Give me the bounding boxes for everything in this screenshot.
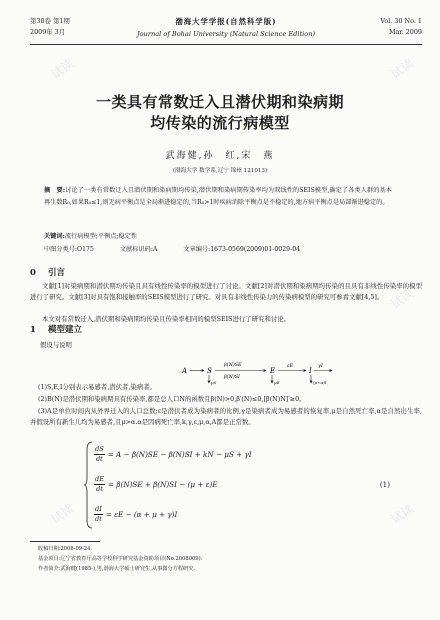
node-S: S <box>207 367 212 375</box>
watermark: 试读 <box>388 286 417 312</box>
keywords <box>44 231 392 240</box>
authors: 武海健,孙 红,宋 燕 <box>165 151 275 161</box>
subsection-heading: 假设与说明 <box>40 341 72 349</box>
document-code: 文献标识码:A <box>119 246 158 253</box>
watermark: 试读 <box>48 501 77 527</box>
compartment-flow-diagram <box>180 355 340 385</box>
watermark: 试读 <box>388 501 417 527</box>
volume-issue-en: Vol. 30 No. 1 <box>380 17 422 25</box>
header-rule <box>30 44 422 45</box>
section-0-heading <box>30 266 65 278</box>
issue-date-en: Mar. 2009 <box>388 27 422 36</box>
label-infection-I: β(N)SI <box>224 375 240 380</box>
equation-2-rhs: = β(N)SE + β(N)SI − (μ + ε)E <box>108 479 218 489</box>
header-center <box>30 16 422 40</box>
label-mu-i: (μ+α)I <box>313 380 327 385</box>
watermark: 试读 <box>48 56 77 82</box>
equation-system <box>84 440 404 532</box>
abstract-label: 摘 要: <box>44 187 66 194</box>
assumption-1: (1)S,E,I分别表示易感者,潜伏者,染病者。 <box>38 383 156 391</box>
title-line-1: 一类具有常数迁入且潜伏期和染病期 <box>95 93 344 111</box>
node-E: E <box>270 367 276 375</box>
journal-name-en: Journal of Bohai University (Natural Science Edition) <box>136 29 316 38</box>
abstract <box>44 185 392 208</box>
title-line-2: 均传染的流行病模型 <box>150 114 290 132</box>
equation-3-rhs: = εE − (α + μ + γ)I <box>105 509 178 519</box>
watermark: 试读 <box>388 56 417 82</box>
article-id: 文章编号:1673-0569(2009)01-0029-04 <box>183 246 301 253</box>
volume-issue: 第30卷 第1期 <box>30 17 70 25</box>
footnote-author: 作者简介:武海健(1985-),男,渤海大学硕士研究生,从事微分方程研究. <box>38 566 196 572</box>
equation-2 <box>94 472 218 496</box>
classification <box>44 244 392 253</box>
footnote-rule <box>30 541 100 542</box>
derivative-dS: $\frac{dS}{dt}$ <box>95 444 104 463</box>
label-infection-E: β(N)SE <box>224 363 242 368</box>
assumption-3: (3)A是单位时间内从外界迁入的人口总数;ε是潜伏者成为染病者的比例,γ是染病者成为易感者的恢复率,μ是自然死亡率,α是自然出生率,并假设所有新生儿均为易感者,且μ>α.α是因病死亡率,k,γ,ε,μ,α,A都是正常数。 <box>30 407 422 426</box>
section-number: 0 <box>30 268 36 278</box>
intro-paragraph-2: 本文对有常数迁入,潜伏期和染病期均传染且传染率相同的模型SEIS进行了研究和讨论。 <box>42 315 291 323</box>
label-eps: εE <box>287 364 294 369</box>
node-I: I <box>309 367 312 375</box>
left-brace <box>84 440 94 530</box>
equation-1-rhs: = A − β(N)SE − β(N)SI + kN − μS + γI <box>107 449 252 459</box>
label-mu-e: μE <box>274 380 280 385</box>
clc-number: 中图分类号:O175 <box>44 246 94 253</box>
header-right <box>380 16 422 38</box>
equation-3 <box>94 502 177 526</box>
footnote-received: 收稿日期:2008-09-24. <box>38 546 93 552</box>
keywords-text: 流行病模型;平衡点;稳定性 <box>64 233 138 240</box>
abstract-text: 讨论了一类有常数迁入且潜伏期和染病期均传染,潜伏期和染病期传染率均为双线性的SEIS模型,确定了各类人群的基本再生数R₀,如果R₀≤1,则无病平衡点是全局渐进稳定的,当R₀>1时疾病消除平衡点是不稳定的,地方病平衡点是局部渐进稳定的。 <box>44 187 392 206</box>
equation-number: (1) <box>379 480 390 489</box>
derivative-dE: $\frac{dE}{dt}$ <box>95 474 105 493</box>
derivative-dI: $\frac{dI}{dt}$ <box>94 504 102 523</box>
section-number: 1 <box>30 325 36 335</box>
affiliation: (渤海大学 数学系,辽宁 锦州 121013) <box>172 168 268 174</box>
section-title: 引言 <box>48 268 66 278</box>
footnote-fund: 基金项目:辽宁省教育厅高等学校科学研究基金资助项目(No.2008009). <box>38 556 203 562</box>
label-mu-s: μS <box>211 380 217 385</box>
section-1-heading <box>30 323 82 335</box>
paper-title <box>0 92 440 134</box>
section-title: 模型建立 <box>48 325 83 335</box>
equation-1 <box>94 442 252 466</box>
label-gamma: γI <box>318 364 323 369</box>
node-A: A <box>182 367 188 375</box>
running-header <box>30 16 422 68</box>
keywords-label: 关键词: <box>44 233 65 240</box>
issue-date: 2009年 3月 <box>30 27 66 36</box>
journal-name-cn: 渤海大学学报(自然科学版) <box>175 17 277 26</box>
assumption-2: (2)B(N)是潜伏期和染病期具有传染率,都是总人口N的函数且β(N)>0,β′(N)≤0,[β(N)N]′≥0。 <box>38 395 306 403</box>
intro-paragraph-1: 文献[1]对染病期和潜伏期均传染且具有线性传染率的模型进行了讨论。文献[2]对潜伏期和染病期均传染的且具有非线性传染率的模型进行了研究。文献[3]对具有饱和接触率的SEIS模型进行了研究。对具有非线性传染力的传染病模型的研究可参看文献[4,5]。 <box>30 282 422 301</box>
